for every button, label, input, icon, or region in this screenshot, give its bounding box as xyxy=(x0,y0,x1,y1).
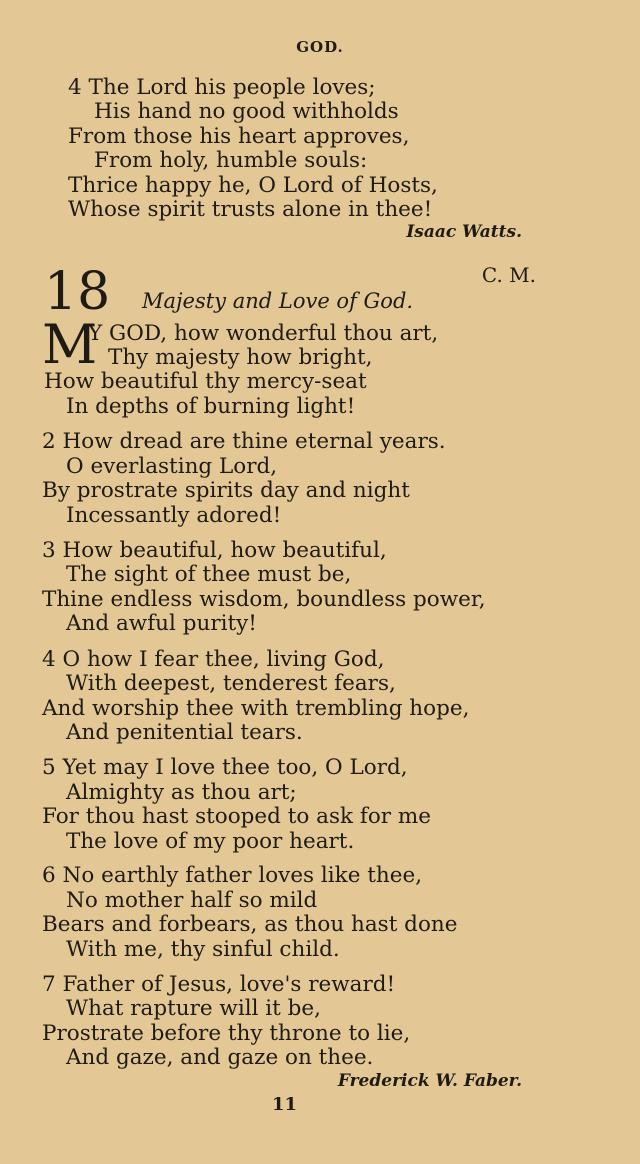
verse-line: The sight of thee must be, xyxy=(66,562,352,587)
verse-line: Y GOD, how wonderful thou art, xyxy=(88,321,439,346)
verse-line: 5 Yet may I love thee too, O Lord, xyxy=(42,755,408,780)
verse-line: 6 No earthly father loves like thee, xyxy=(42,863,423,888)
verse-line: And penitential tears. xyxy=(66,720,303,745)
verse-line: The love of my poor heart. xyxy=(66,829,355,854)
verse-line: With deepest, tenderest fears, xyxy=(66,671,396,696)
verse-line: Bears and forbears, as thou hast done xyxy=(42,912,458,937)
verse-line: Thrice happy he, O Lord of Hosts, xyxy=(68,173,438,198)
verse-line: And gaze, and gaze on thee. xyxy=(66,1045,374,1070)
verse-line: What rapture will it be, xyxy=(66,996,321,1021)
hymn-title: Majesty and Love of God. xyxy=(142,289,414,313)
hymn-number: 18 xyxy=(44,262,111,322)
verse-line: Almighty as thou art; xyxy=(66,780,297,805)
drop-cap: M xyxy=(42,313,98,376)
prev-hymn-author: Isaac Watts. xyxy=(406,222,522,242)
verse-line: 2 How dread are thine eternal years. xyxy=(42,429,446,454)
verse-line: In depths of burning light! xyxy=(66,394,356,419)
verse-line: O everlasting Lord, xyxy=(66,454,278,479)
verse-line: Thy majesty how bright, xyxy=(108,345,373,370)
verse-line: For thou hast stooped to ask for me xyxy=(42,804,431,829)
verse-line: Incessantly adored! xyxy=(66,503,282,528)
verse-line: By prostrate spirits day and night xyxy=(42,478,410,503)
verse-line: And worship thee with trembling hope, xyxy=(42,696,470,721)
hymn-meter: C. M. xyxy=(481,263,536,287)
verse-line: How beautiful thy mercy-seat xyxy=(44,369,367,394)
verse-line: And awful purity! xyxy=(66,611,257,636)
verse-line: Whose spirit trusts alone in thee! xyxy=(68,197,433,222)
page-number: 11 xyxy=(272,1094,298,1115)
verse-line: From holy, humble souls: xyxy=(94,148,368,173)
verse-line: 4 The Lord his people loves; xyxy=(68,75,376,100)
verse-line: 7 Father of Jesus, love's reward! xyxy=(42,972,396,997)
verse-line: Thine endless wisdom, boundless power, xyxy=(42,587,486,612)
verse-line: From those his heart approves, xyxy=(68,124,410,149)
verse-line: His hand no good withholds xyxy=(94,99,399,124)
verse-line: 3 How beautiful, how beautiful, xyxy=(42,538,387,563)
verse-line: No mother half so mild xyxy=(66,888,318,913)
verse-line: With me, thy sinful child. xyxy=(66,937,340,962)
hymn-author: Frederick W. Faber. xyxy=(337,1071,522,1091)
verse-line: Prostrate before thy throne to lie, xyxy=(42,1021,411,1046)
verse-line: 4 O how I fear thee, living God, xyxy=(42,647,385,672)
running-head: GOD. xyxy=(296,38,344,56)
